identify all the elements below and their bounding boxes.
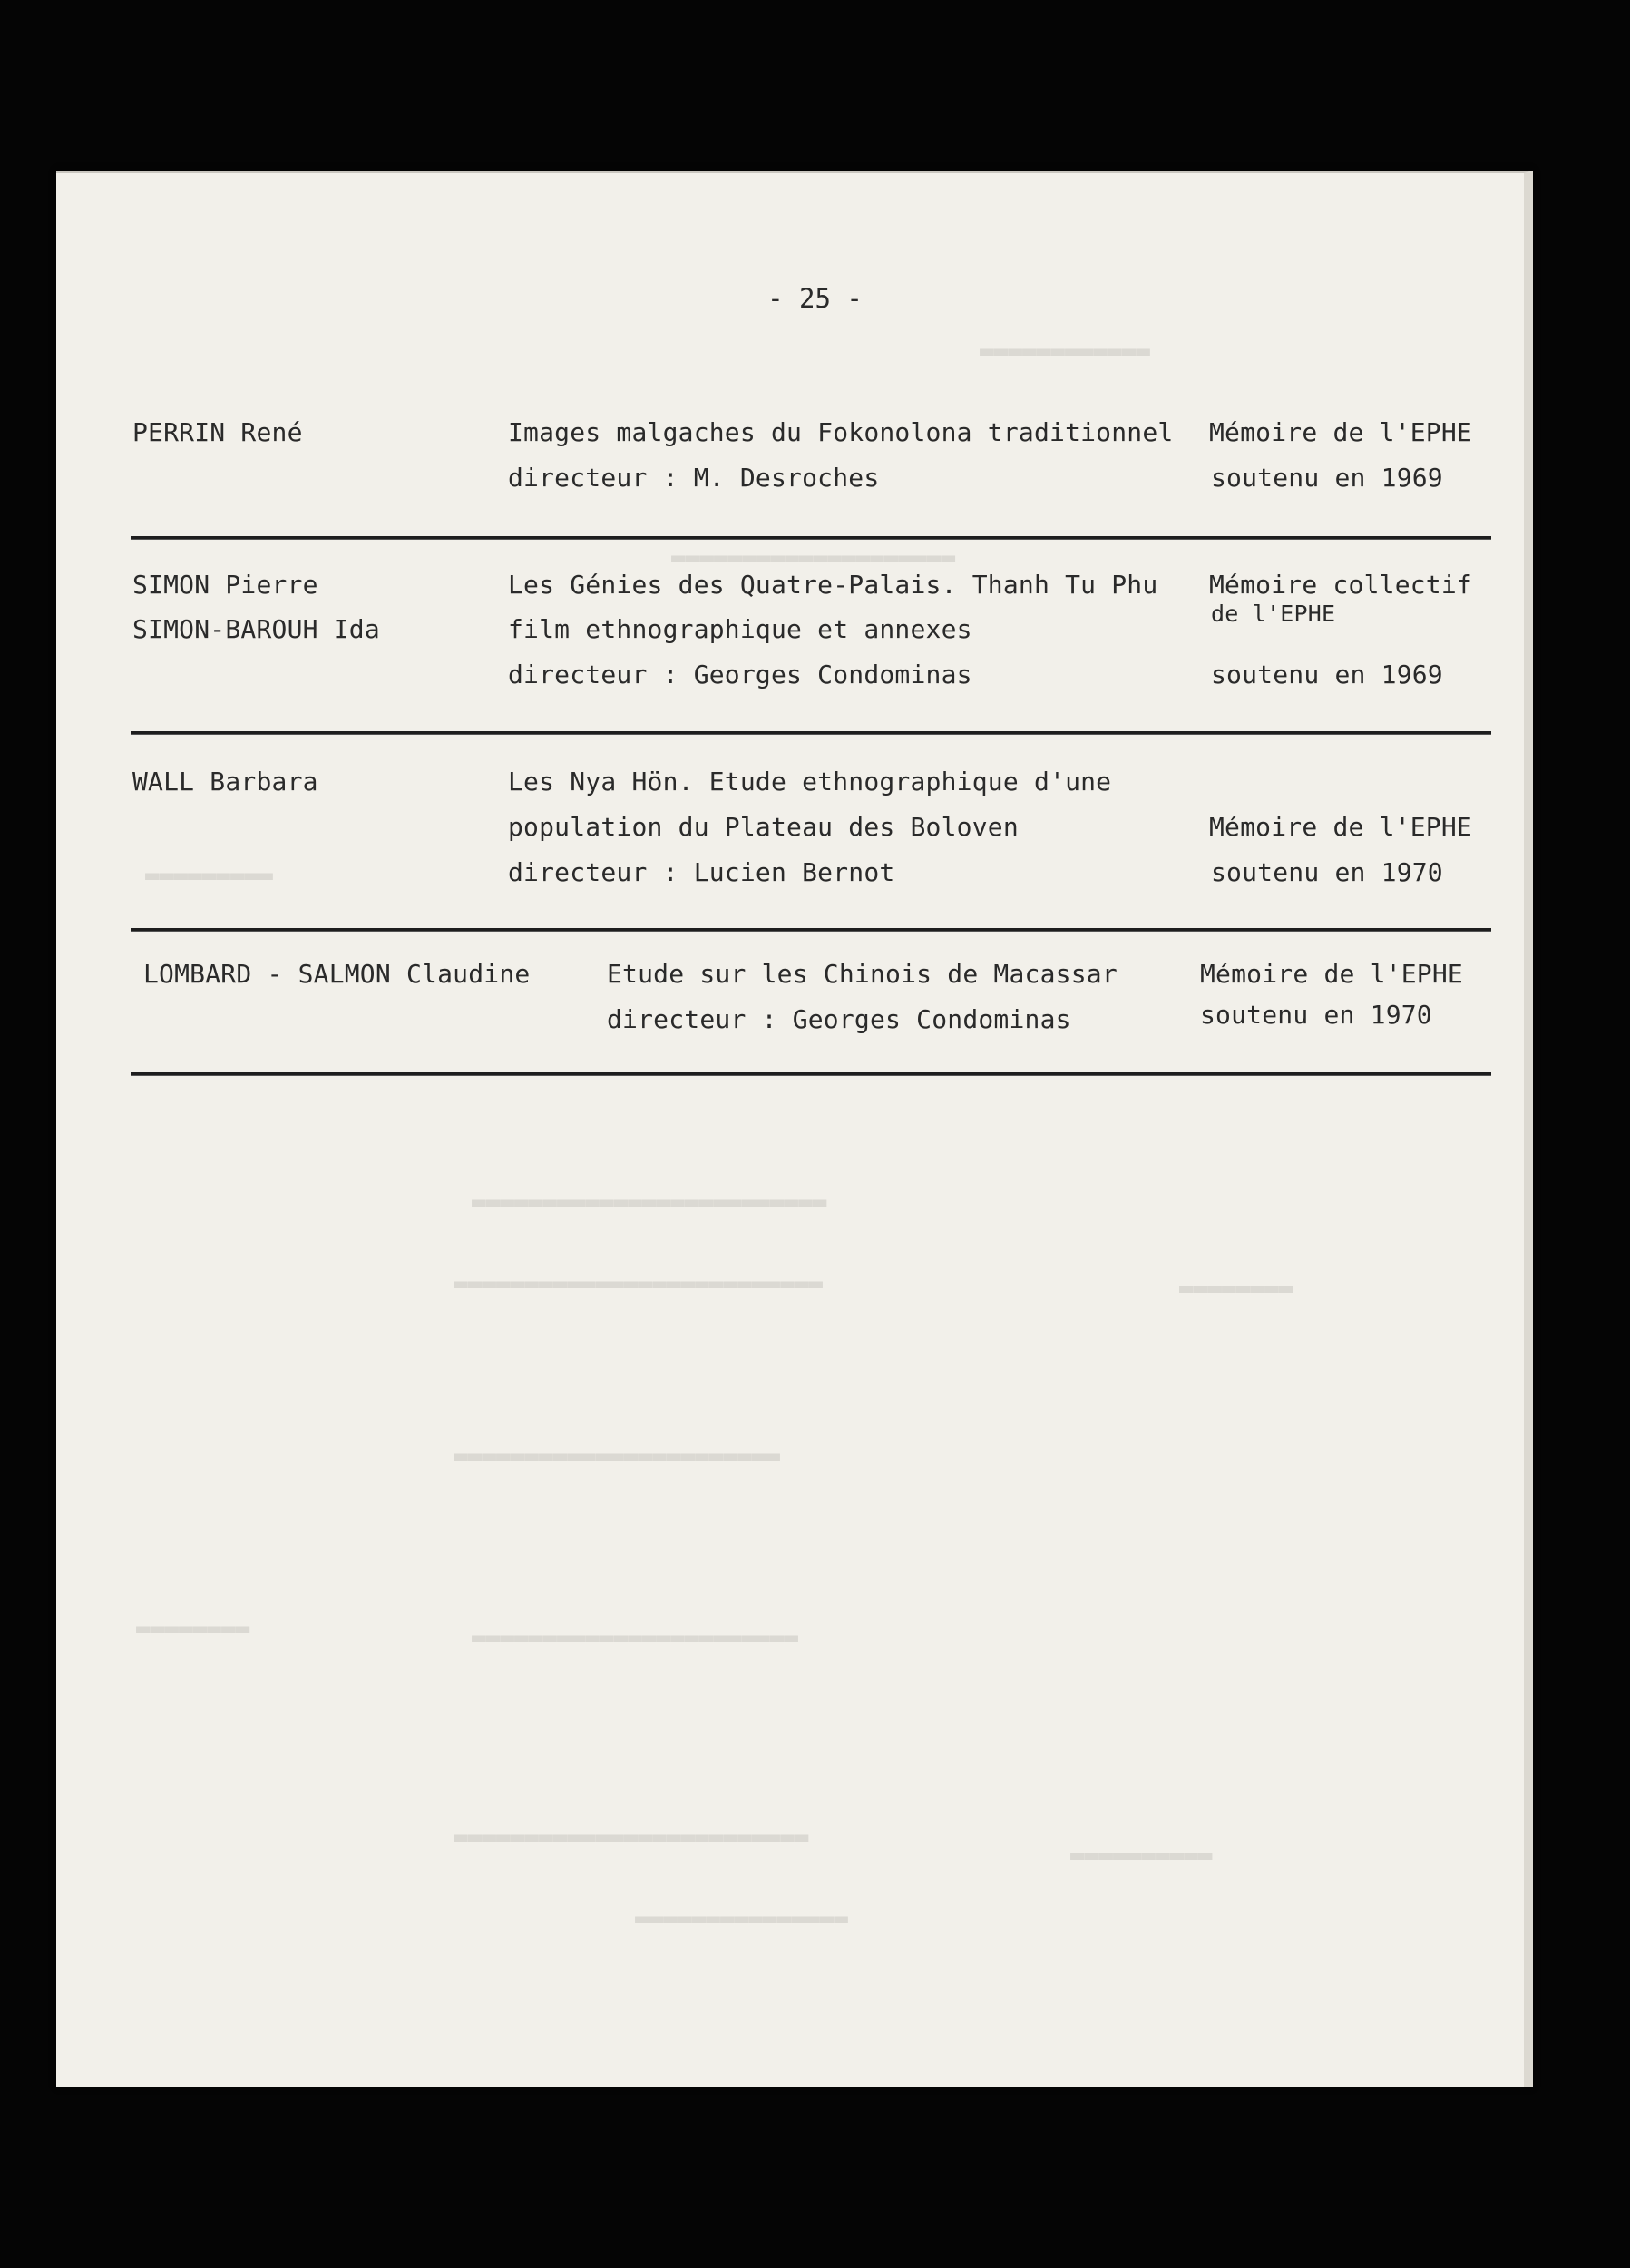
thesis-status: Mémoire de l'EPHE bbox=[1209, 812, 1472, 842]
thesis-title: population du Plateau des Boloven bbox=[508, 812, 1019, 842]
separator-rule bbox=[131, 536, 1491, 540]
thesis-title: Les Nya Hön. Etude ethnographique d'une bbox=[508, 767, 1112, 797]
thesis-title: film ethnographique et annexes bbox=[508, 614, 972, 644]
page-number: - 25 - bbox=[767, 283, 863, 314]
separator-rule bbox=[131, 928, 1491, 932]
separator-rule bbox=[131, 1072, 1491, 1076]
separator-rule bbox=[131, 731, 1491, 735]
thesis-status: Mémoire de l'EPHE bbox=[1200, 959, 1463, 989]
thesis-title: Les Génies des Quatre-Palais. Thanh Tu Phu bbox=[508, 570, 1158, 600]
author-name: LOMBARD - SALMON Claudine bbox=[143, 959, 531, 989]
thesis-director: directeur : M. Desroches bbox=[508, 463, 880, 493]
thesis-title: Images malgaches du Fokonolona traditionnel bbox=[508, 417, 1174, 447]
defense-year: soutenu en 1970 bbox=[1200, 1000, 1432, 1030]
thesis-title: Etude sur les Chinois de Macassar bbox=[607, 959, 1118, 989]
thesis-director: directeur : Georges Condominas bbox=[607, 1004, 1071, 1034]
author-name: SIMON Pierre bbox=[132, 570, 318, 600]
author-name: PERRIN René bbox=[132, 417, 303, 447]
defense-year: soutenu en 1970 bbox=[1211, 857, 1443, 887]
document-page bbox=[56, 171, 1533, 2087]
thesis-status: de l'EPHE bbox=[1211, 601, 1336, 627]
author-name: WALL Barbara bbox=[132, 767, 318, 797]
thesis-status: Mémoire de l'EPHE bbox=[1209, 417, 1472, 447]
author-name: SIMON-BAROUH Ida bbox=[132, 614, 380, 644]
thesis-director: directeur : Lucien Bernot bbox=[508, 857, 895, 887]
thesis-director: directeur : Georges Condominas bbox=[508, 660, 972, 689]
defense-year: soutenu en 1969 bbox=[1211, 463, 1443, 493]
defense-year: soutenu en 1969 bbox=[1211, 660, 1443, 689]
thesis-status: Mémoire collectif bbox=[1209, 570, 1472, 600]
